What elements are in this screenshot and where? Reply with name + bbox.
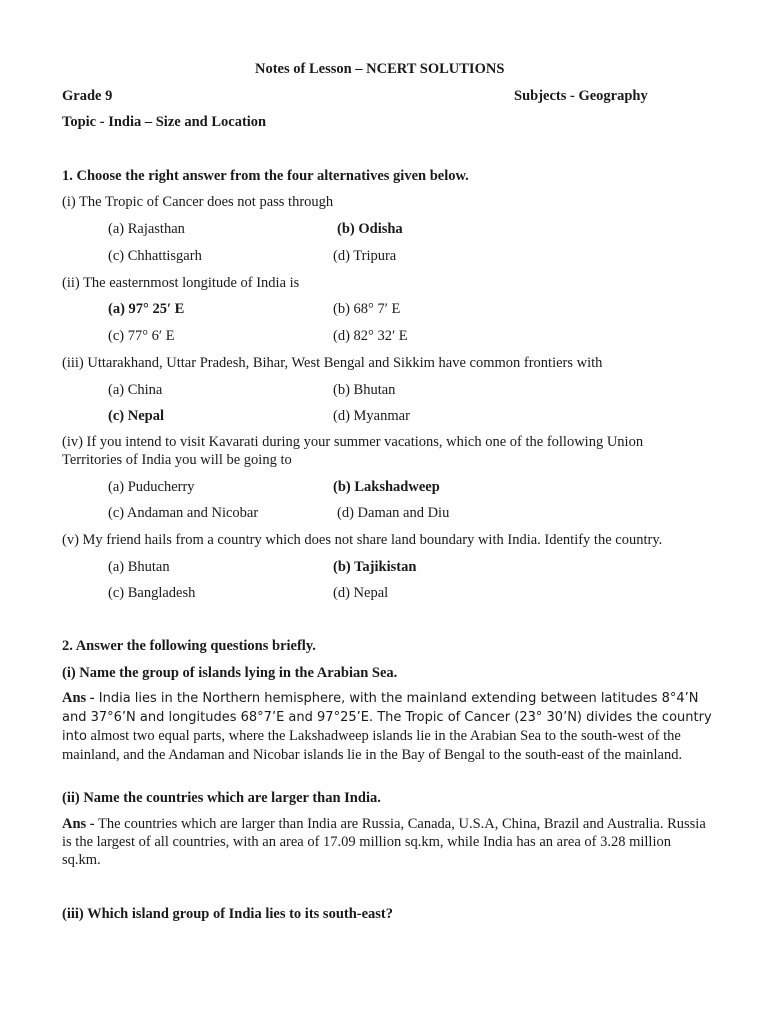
question-4-text-line1: (iv) If you intend to visit Kavarati during your summer vacations, which one of the following Union [62,434,644,450]
section2-question-1: (i) Name the group of islands lying in the Arabian Sea. [62,665,398,681]
option-3b: (b) Bhutan [333,382,396,398]
answer-1-part2: almost two equal parts, where the Lakshadweep islands lie in the Arabian Sea to the south-west of the mainland, and the Andaman and Nicobar islands lie in the Bay of Bengal to the south-east of the mainland. [62,728,683,763]
option-5d: (d) Nepal [333,585,389,601]
section2-answer-1 [62,689,712,764]
section2-answer-2 [62,815,712,869]
section2-heading: 2. Answer the following questions briefly. [62,638,316,654]
option-4b: (b) Lakshadweep [333,479,440,495]
section2-question-3: (iii) Which island group of India lies to its south-east? [62,906,394,922]
question-5-text: (v) My friend hails from a country which does not share land boundary with India. Identify the country. [62,532,663,548]
option-1b: (b) Odisha [337,221,403,237]
option-4c: (c) Andaman and Nicobar [108,505,259,521]
option-1c: (c) Chhattisgarh [108,248,202,264]
question-1-text: (i) The Tropic of Cancer does not pass through [62,194,334,210]
option-2d: (d) 82° 32′ E [333,328,408,344]
answer-label: Ans - [62,690,95,706]
option-3d: (d) Myanmar [333,408,410,424]
option-5b: (b) Tajikistan [333,559,417,575]
answer-2-text: The countries which are larger than India are Russia, Canada, U.S.A, China, Brazil and Australia. Russia is the largest of all countries, with an area of 17.09 million sq.km, while India has an area of 3.28 million sq.km. [62,816,706,868]
question-4-text-line2: Territories of India you will be going to [62,452,292,468]
option-2b: (b) 68° 7′ E [333,301,401,317]
answer-label: Ans - [62,816,95,832]
grade-label: Grade 9 [62,88,113,104]
question-3-text: (iii) Uttarakhand, Uttar Pradesh, Bihar, West Bengal and Sikkim have common frontiers with [62,355,603,371]
option-4a: (a) Puducherry [108,479,195,495]
option-5c: (c) Bangladesh [108,585,196,601]
option-1a: (a) Rajasthan [108,221,185,237]
section1-heading: 1. Choose the right answer from the four alternatives given below. [62,168,469,184]
option-1d: (d) Tripura [333,248,397,264]
option-3a: (a) China [108,382,163,398]
option-5a: (a) Bhutan [108,559,170,575]
subject-label: Subjects - Geography [514,88,648,104]
option-2a: (a) 97° 25′ E [108,301,185,317]
document-title: Notes of Lesson – NCERT SOLUTIONS [255,61,505,77]
option-3c: (c) Nepal [108,408,164,424]
option-4d: (d) Daman and Diu [337,505,450,521]
topic-label: Topic - India – Size and Location [62,114,267,130]
section2-question-2: (ii) Name the countries which are larger than India. [62,790,381,806]
option-2c: (c) 77° 6′ E [108,328,175,344]
answer-1-part1: India lies in the Northern hemisphere, with the mainland extending between latitudes 8°4’N and 37°6’N and longitudes 68°7’E and 97°25’E. The Tropic of Cancer (23° 30’N) divides the country into [62,691,712,744]
question-2-text: (ii) The easternmost longitude of India is [62,275,300,291]
